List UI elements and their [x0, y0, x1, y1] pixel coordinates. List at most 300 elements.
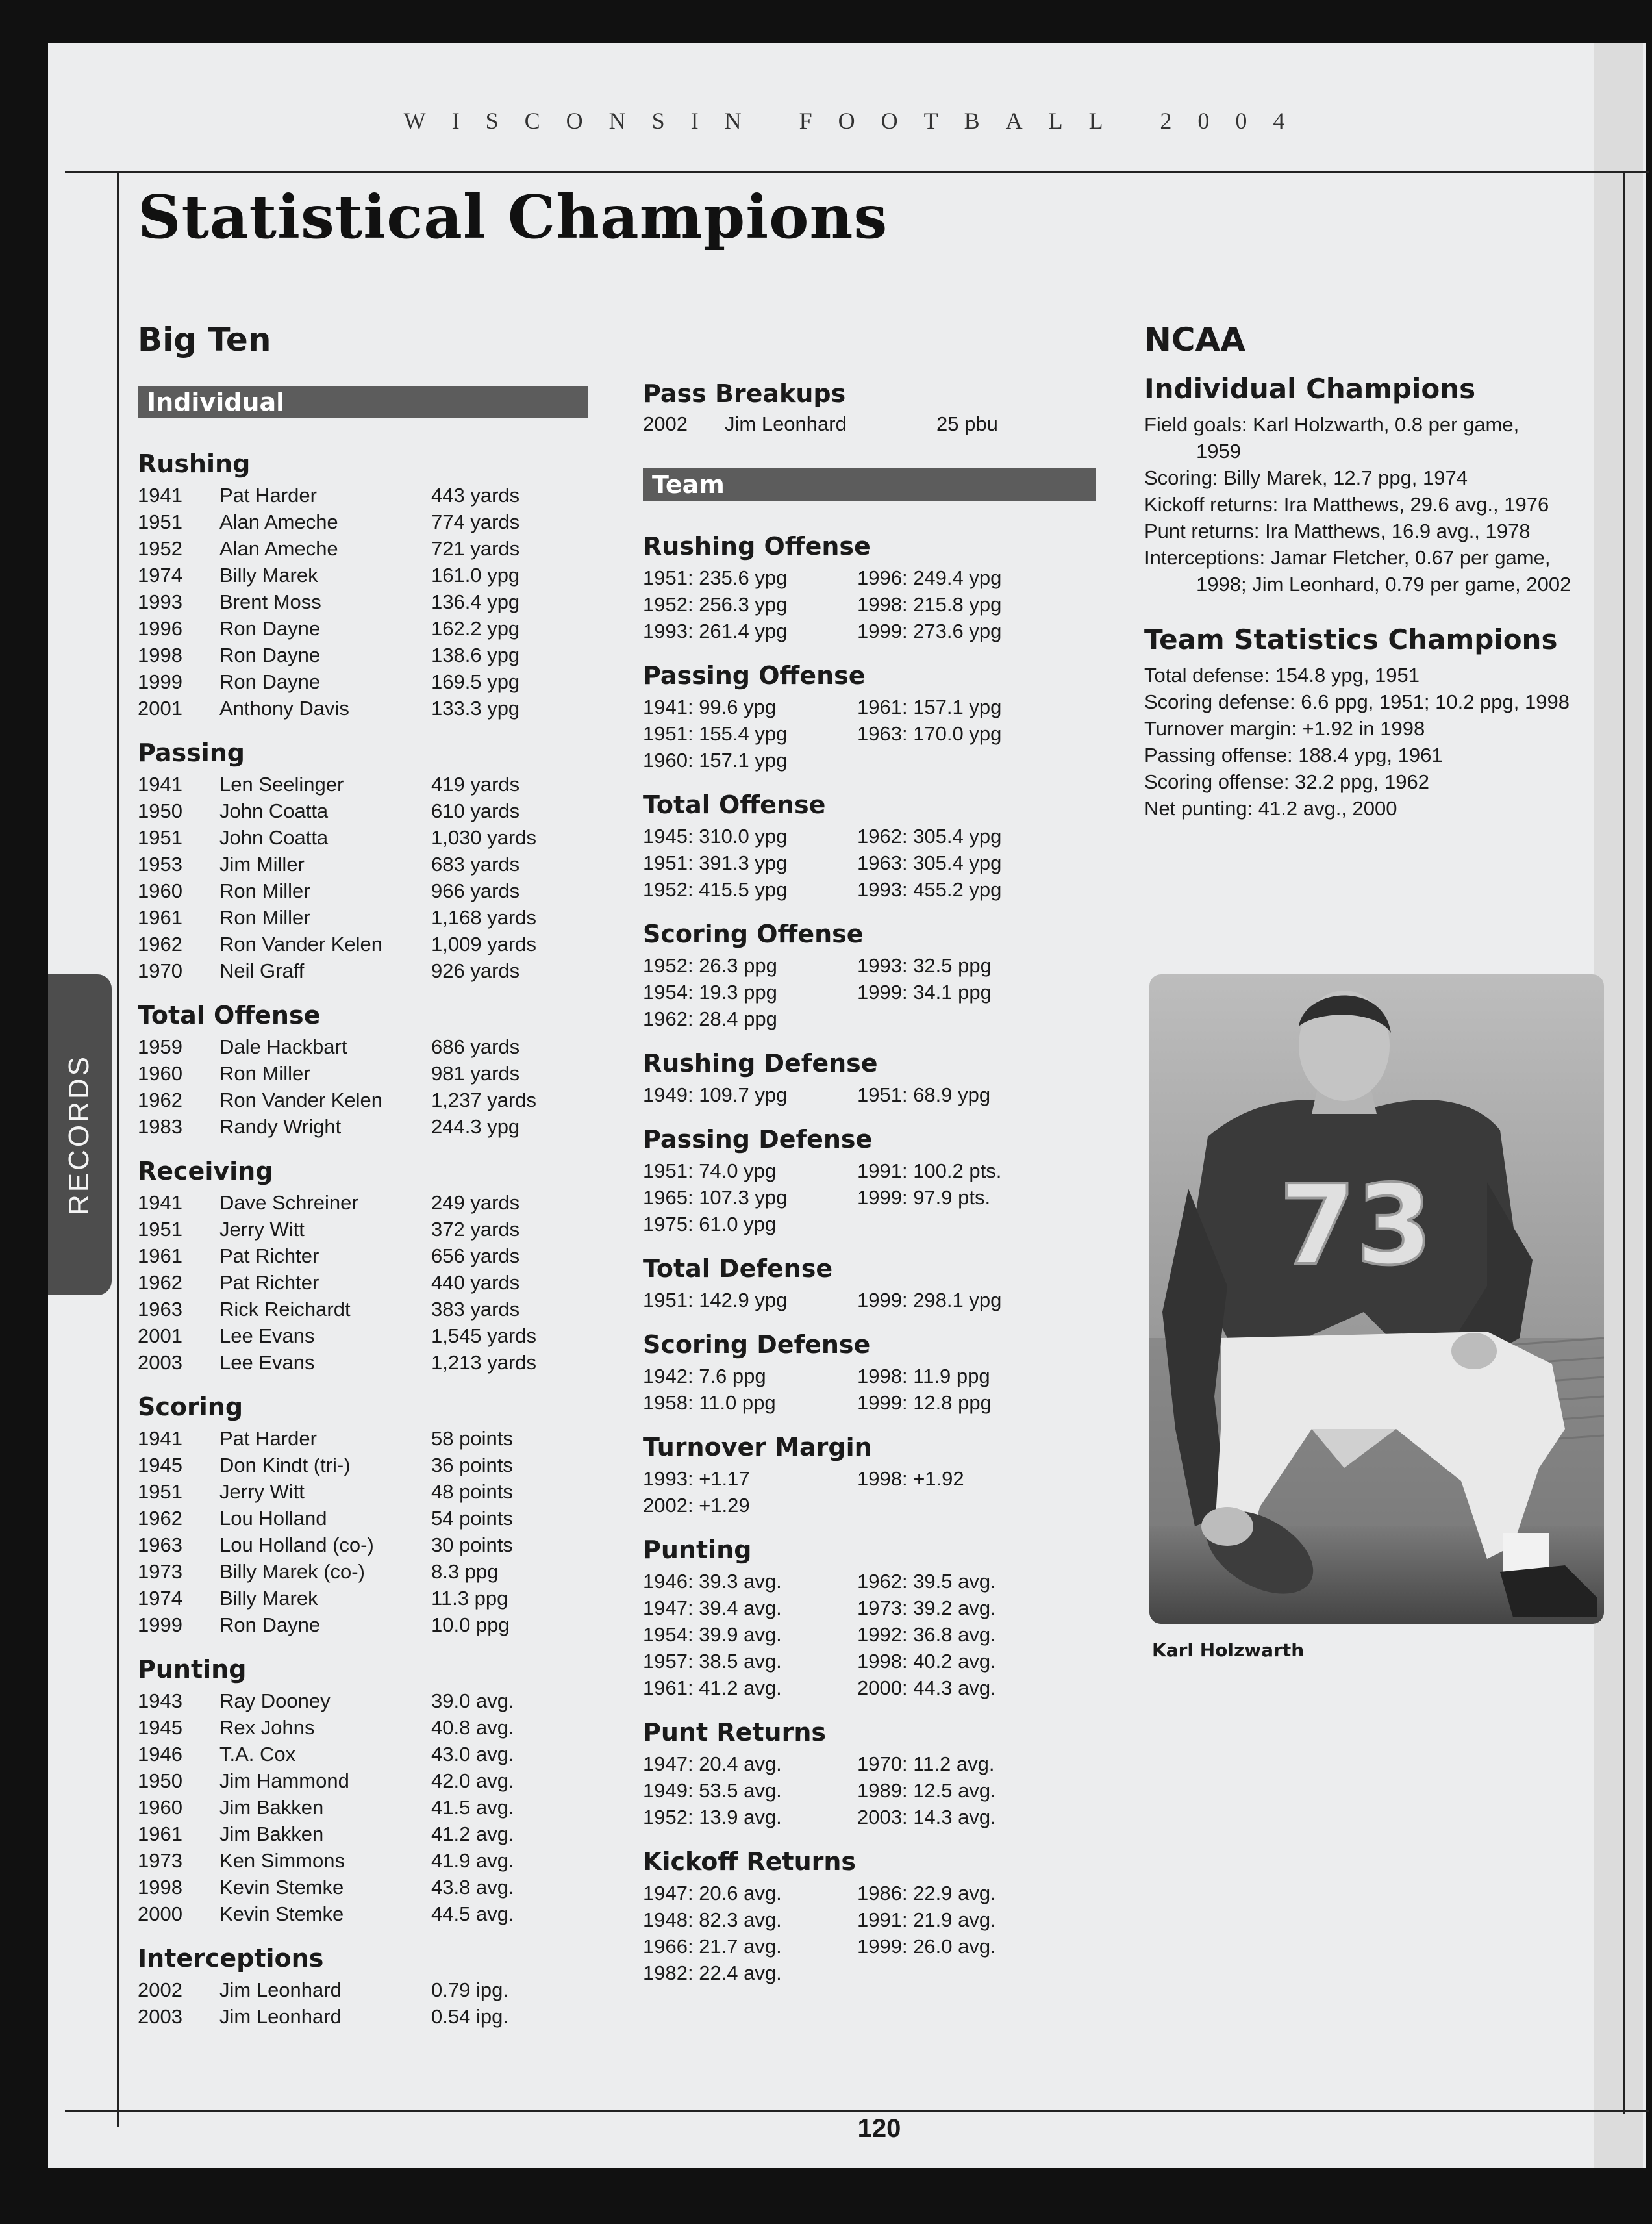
team-stat-cell: 2002: +1.29	[643, 1494, 750, 1517]
name-cell: Pat Richter	[219, 1245, 319, 1267]
year-cell: 1945	[138, 1716, 182, 1739]
player-photo	[1149, 974, 1604, 1624]
value-cell: 372 yards	[431, 1218, 520, 1241]
team-stat-cell: 1991: 21.9 avg.	[857, 1908, 996, 1931]
table-row	[138, 1349, 596, 1376]
year-cell: 1941	[138, 1191, 182, 1214]
team-stat-cell: 1963: 305.4 ypg	[857, 852, 1002, 874]
value-cell: 162.2 ypg	[431, 617, 520, 640]
value-cell: 36 points	[431, 1454, 513, 1476]
team-stat-cell: 1951: 235.6 ypg	[643, 566, 788, 589]
table-row	[138, 1532, 596, 1558]
year-cell: 1973	[138, 1560, 182, 1583]
year-cell: 1941	[138, 484, 182, 507]
value-cell: 30 points	[431, 1534, 513, 1556]
champion-line: 1998; Jim Leonhard, 0.79 per game, 2002	[1196, 573, 1571, 596]
year-cell: 1998	[138, 1876, 182, 1899]
name-cell: Jim Leonhard	[725, 412, 847, 435]
value-cell: 926 yards	[431, 959, 520, 982]
value-cell: 683 yards	[431, 853, 520, 876]
table-row	[138, 824, 596, 851]
value-cell: 1,168 yards	[431, 906, 536, 929]
value-cell: 610 yards	[431, 800, 520, 822]
table-row	[138, 1113, 596, 1140]
team-stat-line: Net punting: 41.2 avg., 2000	[1144, 797, 1397, 820]
team-stat-line: Passing offense: 188.4 ypg, 1961	[1144, 744, 1443, 766]
name-cell: Kevin Stemke	[219, 1876, 344, 1899]
value-cell: 443 yards	[431, 484, 520, 507]
individual-champions-list	[1144, 411, 1599, 598]
team-stat-heading: Rushing Offense	[643, 532, 871, 561]
name-cell: Ron Miller	[219, 1062, 310, 1085]
table-row	[138, 1243, 596, 1269]
value-cell: 44.5 avg.	[431, 1902, 514, 1925]
name-cell: Jerry Witt	[219, 1480, 305, 1503]
year-cell: 2002	[138, 1978, 182, 2001]
team-stat-grid	[643, 1880, 1097, 1986]
name-cell: Billy Marek	[219, 564, 318, 587]
name-cell: Len Seelinger	[219, 773, 344, 796]
table-row	[138, 931, 596, 957]
team-stat-cell: 1942: 7.6 ppg	[643, 1365, 766, 1387]
ncaa-heading: NCAA	[1144, 321, 1245, 359]
team-stat-cell: 1947: 20.4 avg.	[643, 1752, 782, 1775]
team-stat-cell: 1947: 39.4 avg.	[643, 1597, 782, 1619]
value-cell: 244.3 ypg	[431, 1115, 520, 1138]
team-stat-cell: 1951: 74.0 ypg	[643, 1159, 777, 1182]
name-cell: John Coatta	[219, 800, 329, 822]
team-stat-cell: 1947: 20.6 avg.	[643, 1882, 782, 1904]
year-cell: 1998	[138, 644, 182, 666]
value-cell: 39.0 avg.	[431, 1689, 514, 1712]
total-offense-table	[138, 1033, 596, 1140]
value-cell: 54 points	[431, 1507, 513, 1530]
year-cell: 1962	[138, 1089, 182, 1111]
name-cell: Billy Marek	[219, 1587, 318, 1610]
value-cell: 58 points	[431, 1427, 513, 1450]
team-stat-cell: 1954: 19.3 ppg	[643, 981, 777, 1004]
table-row	[138, 1296, 596, 1322]
team-stat-cell: 1996: 249.4 ypg	[857, 566, 1002, 589]
table-row	[138, 1478, 596, 1505]
table-row	[138, 615, 596, 642]
name-cell: Lou Holland (co-)	[219, 1534, 374, 1556]
jersey-number: 73	[1279, 1161, 1433, 1290]
section-tab-records[interactable]	[48, 974, 112, 1295]
name-cell: Billy Marek (co-)	[219, 1560, 365, 1583]
year-cell: 1951	[138, 1480, 182, 1503]
team-stat-heading: Passing Defense	[643, 1125, 873, 1154]
year-cell: 2002	[643, 412, 688, 435]
team-stat-cell: 1998: 215.8 ypg	[857, 593, 1002, 616]
pass-breakups-table	[643, 411, 1097, 437]
table-row	[138, 482, 596, 509]
team-stat-cell	[857, 1211, 1097, 1237]
name-cell: Jim Leonhard	[219, 1978, 342, 2001]
player-photo-illustration	[1149, 974, 1604, 1624]
year-cell: 1952	[138, 537, 182, 560]
punting-heading: Punting	[138, 1655, 247, 1684]
name-cell: Ron Vander Kelen	[219, 933, 383, 955]
receiving-heading: Receiving	[138, 1157, 273, 1185]
value-cell: 11.3 ppg	[431, 1587, 508, 1610]
team-stat-grid	[643, 1081, 1097, 1108]
year-cell: 1951	[138, 511, 182, 533]
value-cell: 25 pbu	[936, 412, 998, 435]
value-cell: 41.9 avg.	[431, 1849, 514, 1872]
passing-table	[138, 771, 596, 984]
champion-line: Field goals: Karl Holzwarth, 0.8 per game,	[1144, 413, 1520, 436]
table-row	[138, 904, 596, 931]
table-row	[138, 2003, 596, 2030]
table-row	[138, 1189, 596, 1216]
table-row	[138, 1033, 596, 1060]
value-cell: 133.3 ypg	[431, 697, 520, 720]
name-cell: Alan Ameche	[219, 537, 338, 560]
team-stat-line: Scoring defense: 6.6 ppg, 1951; 10.2 ppg, 1998	[1144, 690, 1570, 713]
team-stat-heading: Kickoff Returns	[643, 1847, 857, 1876]
team-stat-grid	[643, 1363, 1097, 1416]
table-row	[138, 1505, 596, 1532]
name-cell: Pat Richter	[219, 1271, 319, 1294]
name-cell: Ron Miller	[219, 879, 310, 902]
table-row	[138, 1977, 596, 2003]
team-stat-cell: 1999: 12.8 ppg	[857, 1391, 992, 1414]
name-cell: Jerry Witt	[219, 1218, 305, 1241]
team-stat-cell: 1982: 22.4 avg.	[643, 1962, 782, 1984]
table-row	[138, 1425, 596, 1452]
name-cell: Ron Miller	[219, 906, 310, 929]
value-cell: 48 points	[431, 1480, 513, 1503]
interceptions-table	[138, 1977, 596, 2030]
table-row	[138, 798, 596, 824]
value-cell: 161.0 ypg	[431, 564, 520, 587]
team-stat-cell: 1960: 157.1 ypg	[643, 749, 788, 772]
team-statistics-list	[1144, 662, 1599, 822]
name-cell: Jim Miller	[219, 853, 305, 876]
name-cell: Brent Moss	[219, 590, 321, 613]
year-cell: 1962	[138, 1507, 182, 1530]
team-stat-cell: 2000: 44.3 avg.	[857, 1676, 996, 1699]
value-cell: 1,213 yards	[431, 1351, 536, 1374]
team-stat-heading: Scoring Defense	[643, 1330, 871, 1359]
name-cell: Dave Schreiner	[219, 1191, 358, 1214]
team-stat-cell: 1952: 256.3 ypg	[643, 593, 788, 616]
team-stat-grid	[643, 823, 1097, 903]
table-row	[138, 695, 596, 722]
champion-line: 1959	[1196, 440, 1241, 462]
table-row	[138, 509, 596, 535]
ncaa-column	[1144, 321, 1599, 822]
year-cell: 1950	[138, 800, 182, 822]
value-cell: 41.2 avg.	[431, 1823, 514, 1845]
table-row	[138, 642, 596, 668]
name-cell: Randy Wright	[219, 1115, 342, 1138]
header-rule	[65, 171, 1649, 173]
table-row	[138, 1585, 596, 1611]
year-cell: 1996	[138, 617, 182, 640]
section-tab-label: RECORDS	[63, 1054, 95, 1216]
team-stat-cell: 1993: 32.5 ppg	[857, 954, 992, 977]
value-cell: 686 yards	[431, 1035, 520, 1058]
value-cell: 0.54 ipg.	[431, 2005, 508, 2028]
left-margin-rule	[117, 171, 119, 2127]
value-cell: 169.5 ypg	[431, 670, 520, 693]
table-row	[138, 1714, 596, 1741]
year-cell: 1961	[138, 906, 182, 929]
table-row	[138, 1611, 596, 1638]
table-row	[138, 1687, 596, 1714]
team-stat-cell: 1999: 34.1 ppg	[857, 981, 992, 1004]
team-stat-cell: 1951: 155.4 ypg	[643, 722, 788, 745]
big-ten-individual-column	[138, 321, 596, 2030]
name-cell: Alan Ameche	[219, 511, 338, 533]
team-stat-cell	[857, 747, 1097, 774]
table-row	[138, 1794, 596, 1821]
name-cell: Ron Dayne	[219, 644, 321, 666]
team-stat-cell: 1962: 305.4 ypg	[857, 825, 1002, 848]
team-stat-cell: 1963: 170.0 ypg	[857, 722, 1002, 745]
table-row	[138, 957, 596, 984]
team-stat-heading: Turnover Margin	[643, 1433, 872, 1461]
team-stat-cell: 1973: 39.2 avg.	[857, 1597, 996, 1619]
team-stat-cell: 1951: 68.9 ypg	[857, 1083, 991, 1106]
year-cell: 1963	[138, 1534, 182, 1556]
team-stat-grid	[643, 952, 1097, 1032]
year-cell: 1960	[138, 1062, 182, 1085]
value-cell: 1,009 yards	[431, 933, 536, 955]
value-cell: 0.79 ipg.	[431, 1978, 508, 2001]
name-cell: Kevin Stemke	[219, 1902, 344, 1925]
year-cell: 2001	[138, 1324, 182, 1347]
team-stat-cell: 1951: 142.9 ypg	[643, 1289, 788, 1311]
year-cell: 1946	[138, 1743, 182, 1765]
name-cell: Lee Evans	[219, 1324, 315, 1347]
team-stat-grid	[643, 1465, 1097, 1519]
value-cell: 40.8 avg.	[431, 1716, 514, 1739]
year-cell: 1974	[138, 1587, 182, 1610]
rushing-table	[138, 482, 596, 722]
value-cell: 774 yards	[431, 511, 520, 533]
pass-breakups-heading: Pass Breakups	[643, 379, 846, 408]
name-cell: Ron Dayne	[219, 617, 321, 640]
individual-champions-heading: Individual Champions	[1144, 373, 1476, 405]
name-cell: Jim Leonhard	[219, 2005, 342, 2028]
name-cell: Ken Simmons	[219, 1849, 345, 1872]
name-cell: Don Kindt (tri-)	[219, 1454, 351, 1476]
scoring-heading: Scoring	[138, 1393, 244, 1421]
team-stat-cell: 1962: 39.5 avg.	[857, 1570, 996, 1593]
year-cell: 1983	[138, 1115, 182, 1138]
team-stat-grid	[643, 1157, 1097, 1237]
page-title: Statistical Champions	[138, 182, 888, 252]
table-row	[138, 535, 596, 562]
table-row	[138, 878, 596, 904]
team-stat-cell: 1965: 107.3 ypg	[643, 1186, 788, 1209]
interceptions-heading: Interceptions	[138, 1944, 324, 1973]
value-cell: 721 yards	[431, 537, 520, 560]
team-stat-heading: Total Defense	[643, 1254, 833, 1283]
team-stat-cell: 2003: 14.3 avg.	[857, 1806, 996, 1828]
value-cell: 1,030 yards	[431, 826, 536, 849]
team-stat-cell	[857, 1005, 1097, 1032]
value-cell: 1,237 yards	[431, 1089, 536, 1111]
year-cell: 2003	[138, 1351, 182, 1374]
champion-line: Scoring: Billy Marek, 12.7 ppg, 1974	[1144, 466, 1468, 489]
team-stat-cell: 1952: 415.5 ypg	[643, 878, 788, 901]
team-stat-cell: 1999: 97.9 pts.	[857, 1186, 991, 1209]
team-stat-cell: 1954: 39.9 avg.	[643, 1623, 782, 1646]
team-stat-cell: 1991: 100.2 pts.	[857, 1159, 1002, 1182]
team-stat-grid	[643, 1568, 1097, 1701]
team-stat-line: Total defense: 154.8 ypg, 1951	[1144, 664, 1420, 687]
name-cell: Neil Graff	[219, 959, 305, 982]
team-stat-cell: 1949: 109.7 ypg	[643, 1083, 788, 1106]
big-ten-team-column	[643, 379, 1097, 1986]
team-stat-cell: 1998: 11.9 ppg	[857, 1365, 990, 1387]
punting-table	[138, 1687, 596, 1927]
big-ten-heading: Big Ten	[138, 321, 271, 359]
table-row	[138, 1847, 596, 1874]
individual-bar: Individual	[138, 386, 588, 418]
name-cell: Lou Holland	[219, 1507, 327, 1530]
team-bar: Team	[643, 468, 1096, 501]
champion-line: Punt returns: Ira Matthews, 16.9 avg., 1978	[1144, 520, 1531, 542]
team-stat-grid	[643, 564, 1097, 644]
team-stat-heading: Scoring Offense	[643, 920, 864, 948]
value-cell: 138.6 ypg	[431, 644, 520, 666]
team-stat-cell: 1999: 273.6 ypg	[857, 620, 1002, 642]
team-stat-cell: 1962: 28.4 ppg	[643, 1007, 777, 1030]
team-stat-heading: Passing Offense	[643, 661, 866, 690]
name-cell: Pat Harder	[219, 1427, 317, 1450]
table-row	[138, 851, 596, 878]
name-cell: Jim Bakken	[219, 1796, 324, 1819]
year-cell: 1974	[138, 564, 182, 587]
year-cell: 1941	[138, 1427, 182, 1450]
year-cell: 2003	[138, 2005, 182, 2028]
value-cell: 656 yards	[431, 1245, 520, 1267]
table-row	[138, 1874, 596, 1901]
name-cell: Ray Dooney	[219, 1689, 331, 1712]
table-row	[138, 1216, 596, 1243]
team-stat-heading: Total Offense	[643, 790, 826, 819]
team-stat-cell: 1966: 21.7 avg.	[643, 1935, 782, 1958]
team-stat-heading: Rushing Defense	[643, 1049, 878, 1078]
team-stat-cell: 1993: 455.2 ypg	[857, 878, 1002, 901]
value-cell: 383 yards	[431, 1298, 520, 1320]
year-cell: 1953	[138, 853, 182, 876]
team-stat-cell: 1941: 99.6 ypg	[643, 696, 777, 718]
table-row	[138, 1060, 596, 1087]
table-row	[138, 1821, 596, 1847]
value-cell: 10.0 ppg	[431, 1613, 510, 1636]
table-row	[138, 668, 596, 695]
year-cell: 1993	[138, 590, 182, 613]
team-stat-line: Turnover margin: +1.92 in 1998	[1144, 717, 1425, 740]
team-stat-cell: 1957: 38.5 avg.	[643, 1650, 782, 1673]
value-cell: 43.0 avg.	[431, 1743, 514, 1765]
year-cell: 1961	[138, 1245, 182, 1267]
team-stat-heading: Punting	[643, 1535, 752, 1564]
team-stat-cell	[857, 1960, 1097, 1986]
year-cell: 1961	[138, 1823, 182, 1845]
year-cell: 1962	[138, 1271, 182, 1294]
name-cell: Rick Reichardt	[219, 1298, 351, 1320]
name-cell: Lee Evans	[219, 1351, 315, 1374]
value-cell: 136.4 ypg	[431, 590, 520, 613]
team-stat-cell: 1951: 391.3 ypg	[643, 852, 788, 874]
table-row	[138, 562, 596, 588]
year-cell: 1959	[138, 1035, 182, 1058]
year-cell: 2000	[138, 1902, 182, 1925]
team-stat-cell: 1952: 26.3 ppg	[643, 954, 777, 977]
table-row	[138, 1269, 596, 1296]
table-row	[138, 1452, 596, 1478]
value-cell: 43.8 avg.	[431, 1876, 514, 1899]
photo-caption: Karl Holzwarth	[1152, 1639, 1305, 1661]
team-stat-cell: 1999: 26.0 avg.	[857, 1935, 996, 1958]
year-cell: 1999	[138, 1613, 182, 1636]
team-stat-grid	[643, 1287, 1097, 1313]
team-stat-cell: 1952: 13.9 avg.	[643, 1806, 782, 1828]
running-head: WISCONSIN FOOTBALL 2004	[403, 108, 1311, 134]
team-stat-cell	[857, 1492, 1097, 1519]
value-cell: 981 yards	[431, 1062, 520, 1085]
year-cell: 1951	[138, 826, 182, 849]
table-row	[138, 771, 596, 798]
team-stat-cell: 1989: 12.5 avg.	[857, 1779, 996, 1802]
table-row	[138, 1767, 596, 1794]
team-stat-cell: 1948: 82.3 avg.	[643, 1908, 782, 1931]
name-cell: Jim Bakken	[219, 1823, 324, 1845]
table-row	[138, 588, 596, 615]
year-cell: 1941	[138, 773, 182, 796]
value-cell: 1,545 yards	[431, 1324, 536, 1347]
value-cell: 249 yards	[431, 1191, 520, 1214]
table-row	[138, 1322, 596, 1349]
name-cell: Ron Vander Kelen	[219, 1089, 383, 1111]
name-cell: Rex Johns	[219, 1716, 315, 1739]
year-cell: 2001	[138, 697, 182, 720]
year-cell: 1970	[138, 959, 182, 982]
team-stat-line: Scoring offense: 32.2 ppg, 1962	[1144, 770, 1429, 793]
team-stat-cell: 1961: 41.2 avg.	[643, 1676, 782, 1699]
passing-heading: Passing	[138, 739, 245, 767]
table-row	[138, 1741, 596, 1767]
year-cell: 1963	[138, 1298, 182, 1320]
name-cell: Ron Dayne	[219, 1613, 321, 1636]
year-cell: 1960	[138, 1796, 182, 1819]
team-stat-cell: 1999: 298.1 ypg	[857, 1289, 1002, 1311]
team-stat-grid	[643, 694, 1097, 774]
year-cell: 1945	[138, 1454, 182, 1476]
right-margin-rule	[1623, 171, 1625, 2114]
year-cell: 1973	[138, 1849, 182, 1872]
footer-rule	[65, 2110, 1649, 2112]
value-cell: 440 yards	[431, 1271, 520, 1294]
team-stat-grid	[643, 1750, 1097, 1830]
table-row	[138, 1087, 596, 1113]
page-number: 120	[857, 2114, 901, 2143]
year-cell: 1943	[138, 1689, 182, 1712]
team-stat-cell: 1986: 22.9 avg.	[857, 1882, 996, 1904]
year-cell: 1962	[138, 933, 182, 955]
table-row	[138, 1558, 596, 1585]
team-statistics-champions-heading: Team Statistics Champions	[1144, 624, 1558, 655]
team-stat-cell: 1993: 261.4 ypg	[643, 620, 788, 642]
value-cell: 966 yards	[431, 879, 520, 902]
